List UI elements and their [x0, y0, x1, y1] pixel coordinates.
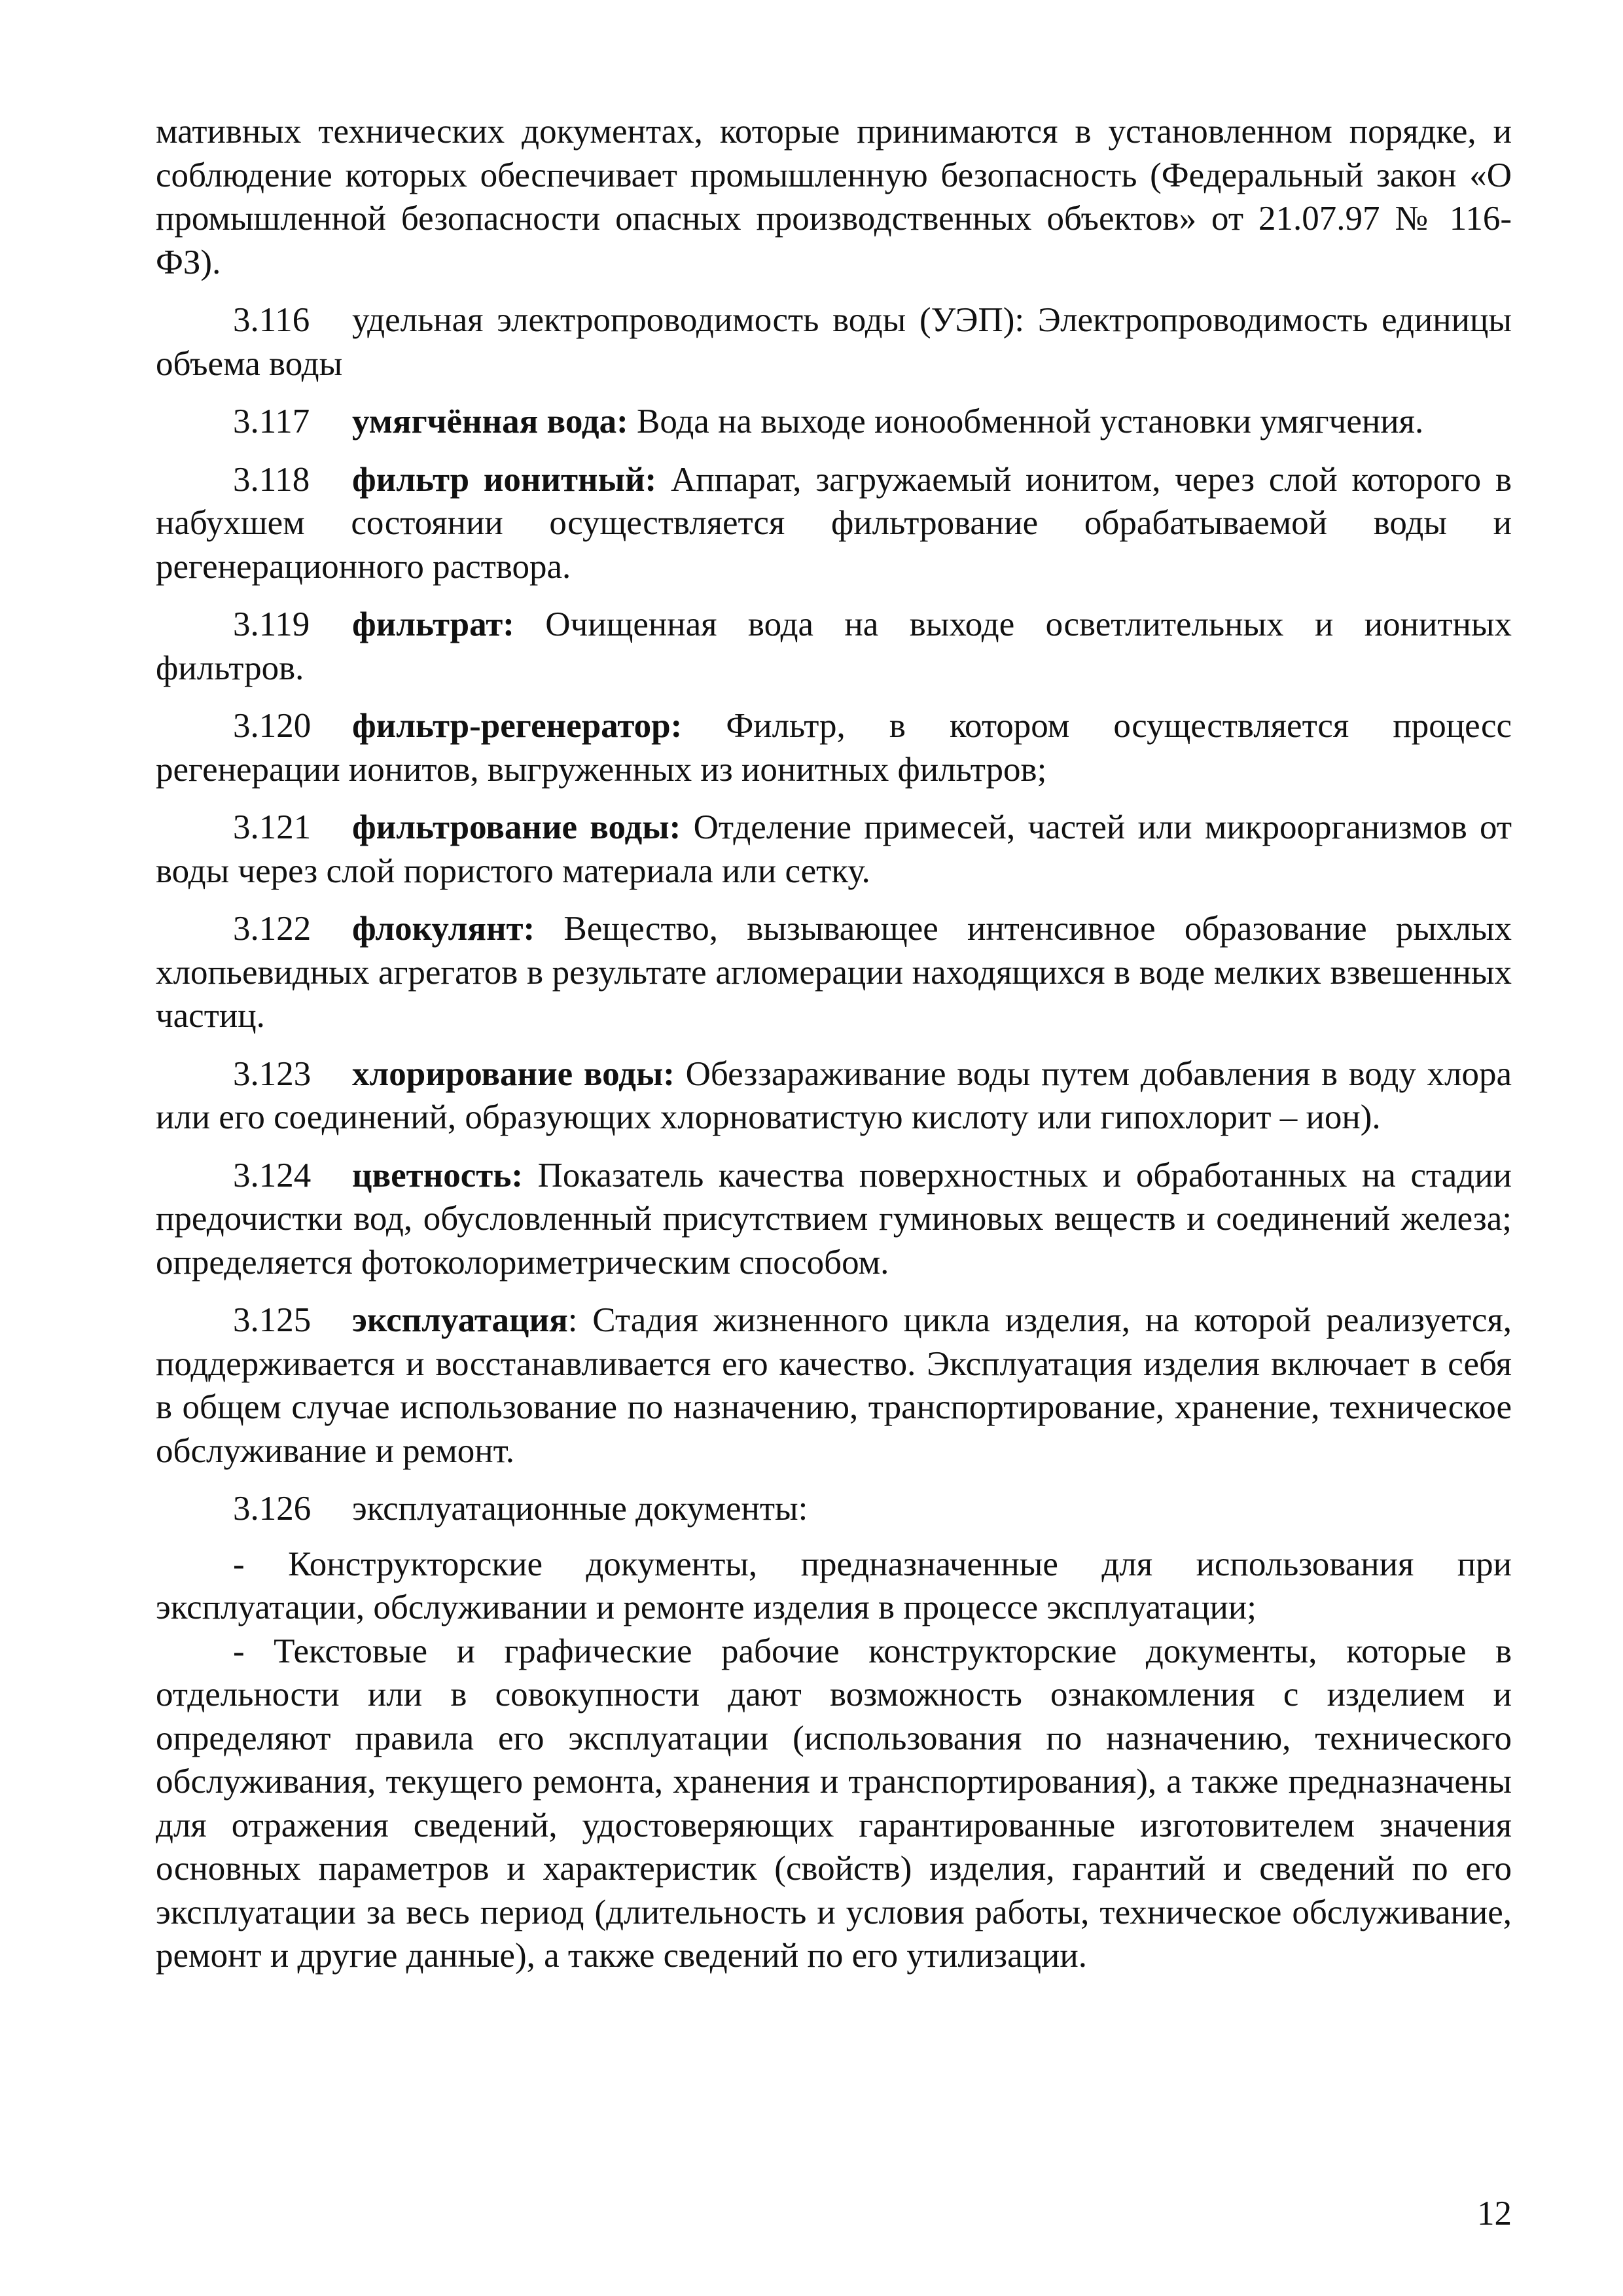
- definition-term: фильтрат:: [352, 605, 514, 643]
- definition-3-125: [156, 1299, 1512, 1473]
- page-number: 12: [1477, 2195, 1512, 2233]
- definition-text: Вещество, вызывающее интенсивное образование рыхлых хлопьевидных агрегатов в результате агломерации находящихся в воде мелких взвешенных частиц.: [156, 910, 1512, 1035]
- definition-term: флокулянт:: [352, 910, 535, 948]
- bullet-item: - Текстовые и графические рабочие конструкторские документы, которые в отдельности или в совокупности дают возможность ознакомления с изделием и определяют правила его эксплуатации (использования по назначению, технического обслуживания, текущего ремонта, хранения и транспортирования), а также предназначены для отражения сведений, удостоверяющих гарантированные изготовителем значения основных параметров и характеристик (свойств) изделия, гарантий и сведений по его эксплуатации за весь период (длительность и условия работы, техническое обслуживание, ремонт и другие данные), а также сведений по его утилизации.: [156, 1632, 1512, 1975]
- definition-term: умягчённая вода:: [352, 403, 628, 440]
- definition-term: фильтр-регенератор:: [352, 707, 683, 745]
- definition-number: 3.118: [233, 460, 310, 499]
- definition-text: Показатель качества поверхностных и обработанных на стадии предочистки вод, обусловленный присутствием гуминовых веществ и соединений железа; определяется фотоколориметрическим способом.: [156, 1156, 1512, 1282]
- definition-3-122: [156, 907, 1512, 1038]
- definition-3-121: [156, 806, 1512, 893]
- definition-number: 3.117: [233, 403, 310, 440]
- definition-number: 3.125: [233, 1301, 312, 1339]
- definition-3-120: [156, 704, 1512, 791]
- definition-term: цветность:: [352, 1156, 523, 1194]
- definition-text: удельная электропроводимость воды (УЭП): Электропроводимость единицы объема воды: [156, 301, 1512, 383]
- term-separator: [656, 461, 671, 499]
- definition-text: эксплуатационные документы:: [352, 1490, 808, 1528]
- definition-term: фильтрование воды:: [352, 808, 681, 846]
- definition-number: 3.124: [233, 1156, 312, 1194]
- term-separator: [682, 707, 726, 745]
- definition-3-124: [156, 1154, 1512, 1285]
- term-separator: :: [567, 1301, 593, 1339]
- definition-text: Обеззараживание воды путем добавления в воду хлора или его соединений, образующих хлорноватистую кислоту или гипохлорит – ион).: [156, 1054, 1512, 1136]
- definition-text: Вода на выходе ионообменной установки умягчения.: [637, 403, 1424, 440]
- definition-text: Стадия жизненного цикла изделия, на которой реализуется, поддерживается и восстанавливается его качество. Эксплуатация изделия включает в себя в общем случае использование по назначению, транспортирование, хранение, техническое обслуживание и ремонт.: [156, 1301, 1512, 1470]
- definition-3-117: [156, 400, 1512, 444]
- document-body: [156, 110, 1512, 1978]
- definition-number: 3.122: [233, 910, 312, 948]
- definition-text: Отделение примесей, частей или микроорганизмов от воды через слой пористого материала или сетку.: [156, 808, 1512, 890]
- definition-number: 3.120: [233, 707, 312, 745]
- term-separator: [523, 1157, 538, 1194]
- definition-text: Фильтр, в котором осуществляется процесс регенерации ионитов, выгруженных из ионитных фильтров;: [156, 707, 1512, 789]
- definition-number: 3.121: [233, 808, 312, 846]
- definition-text: Очищенная вода на выходе осветлительных и ионитных фильтров.: [156, 605, 1512, 687]
- intro-text: мативных технических документах, которые принимаются в установленном порядке, и соблюдение которых обеспечивает промышленную безопасность (Федеральный закон «О промышленной безопасности опасных производственных объектов» от 21.07.97 № 116-ФЗ).: [156, 113, 1512, 281]
- definition-number: 3.119: [233, 605, 310, 643]
- definition-number: 3.116: [233, 301, 310, 339]
- definition-3-119: [156, 603, 1512, 690]
- definition-text: Аппарат, загружаемый ионитом, через слой которого в набухшем состоянии осуществляется фильтрование обрабатываемой воды и регенерационного раствора.: [156, 460, 1512, 586]
- definition-number: 3.126: [233, 1490, 312, 1528]
- intro-paragraph: [156, 110, 1512, 284]
- definition-term: эксплуатация: [352, 1301, 568, 1339]
- definition-3-126: [156, 1487, 1512, 1531]
- definition-term: фильтр ионитный:: [352, 460, 657, 499]
- definition-3-123: [156, 1052, 1512, 1139]
- term-separator: [514, 605, 545, 643]
- definition-3-116: [156, 298, 1512, 386]
- term-separator: [535, 910, 563, 948]
- definition-3-118: [156, 458, 1512, 589]
- term-separator: [675, 1055, 686, 1093]
- bullet-item: - Конструкторские документы, предназначенные для использования при эксплуатации, обслуживании и ремонте изделия в процессе эксплуатации;: [156, 1545, 1512, 1626]
- definition-term: хлорирование воды:: [352, 1054, 675, 1093]
- term-separator: [628, 403, 637, 440]
- term-separator: [681, 808, 693, 846]
- definition-number: 3.123: [233, 1054, 312, 1093]
